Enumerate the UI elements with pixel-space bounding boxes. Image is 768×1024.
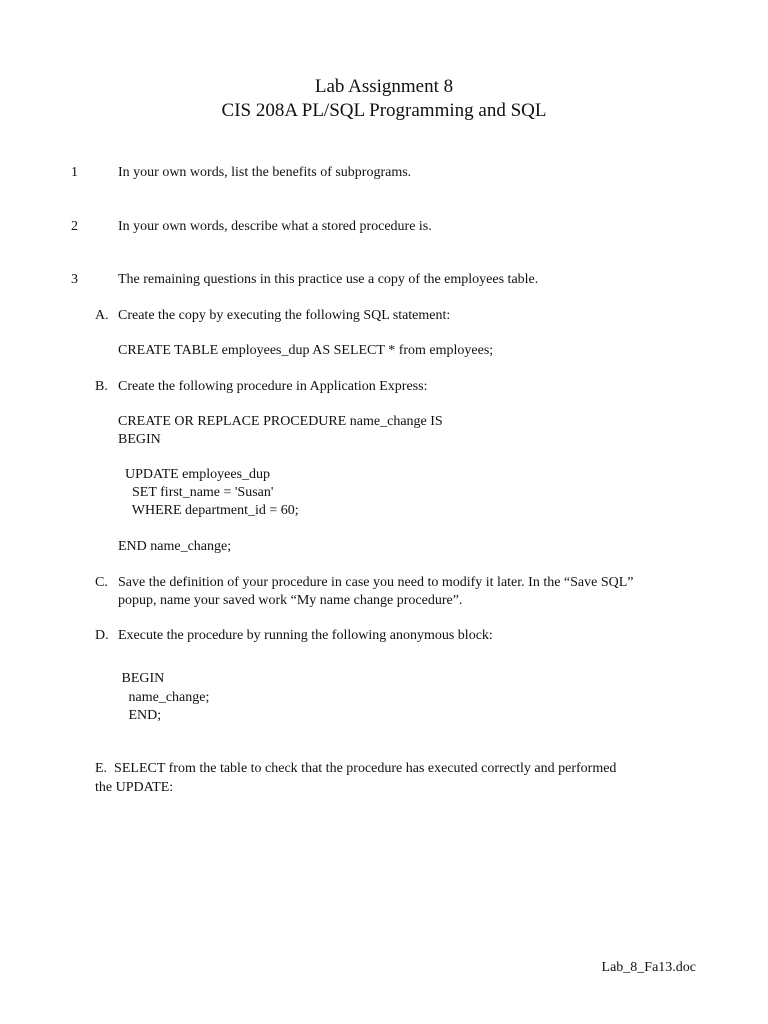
part-a-letter: A.	[95, 308, 109, 323]
part-b-code-line: BEGIN	[118, 432, 161, 447]
part-e-text-line2: the UPDATE:	[95, 780, 174, 795]
part-d-text: Execute the procedure by running the following anonymous block:	[118, 628, 493, 643]
question-number-3: 3	[71, 272, 78, 287]
question-text-2: In your own words, describe what a stored procedure is.	[118, 219, 432, 234]
part-d-code-line: BEGIN	[118, 671, 165, 686]
document-subtitle: CIS 208A PL/SQL Programming and SQL	[221, 100, 547, 121]
part-b-code-line: WHERE department_id = 60;	[118, 503, 299, 518]
question-number-2: 2	[71, 219, 78, 234]
part-b-text: Create the following procedure in Application Express:	[118, 379, 428, 394]
part-c-text-line2: popup, name your saved work “My name change procedure”.	[118, 593, 463, 608]
document-title: Lab Assignment 8	[314, 76, 454, 97]
part-b-code-line: UPDATE employees_dup	[118, 467, 271, 482]
part-b-code-line: END name_change;	[118, 539, 232, 554]
part-d-code-line: name_change;	[118, 690, 210, 705]
part-b-code-line: SET first_name = 'Susan'	[118, 485, 274, 500]
question-text-3: The remaining questions in this practice use a copy of the employees table.	[118, 272, 539, 287]
part-b-letter: B.	[95, 379, 108, 394]
part-a-code: CREATE TABLE employees_dup AS SELECT * from employees;	[118, 343, 494, 358]
question-number-1: 1	[71, 165, 78, 180]
footer-filename: Lab_8_Fa13.doc	[601, 960, 696, 975]
part-e-text-line1: E. SELECT from the table to check that the procedure has executed correctly and performed	[95, 761, 617, 776]
part-d-letter: D.	[95, 628, 109, 643]
part-b-code-line: CREATE OR REPLACE PROCEDURE name_change IS	[118, 414, 443, 429]
part-c-text-line1: Save the definition of your procedure in case you need to modify it later. In the “Save SQL”	[118, 575, 634, 590]
part-a-text: Create the copy by executing the following SQL statement:	[118, 308, 451, 323]
part-c-letter: C.	[95, 575, 108, 590]
part-d-code-line: END;	[118, 708, 162, 723]
question-text-1: In your own words, list the benefits of subprograms.	[118, 165, 412, 180]
